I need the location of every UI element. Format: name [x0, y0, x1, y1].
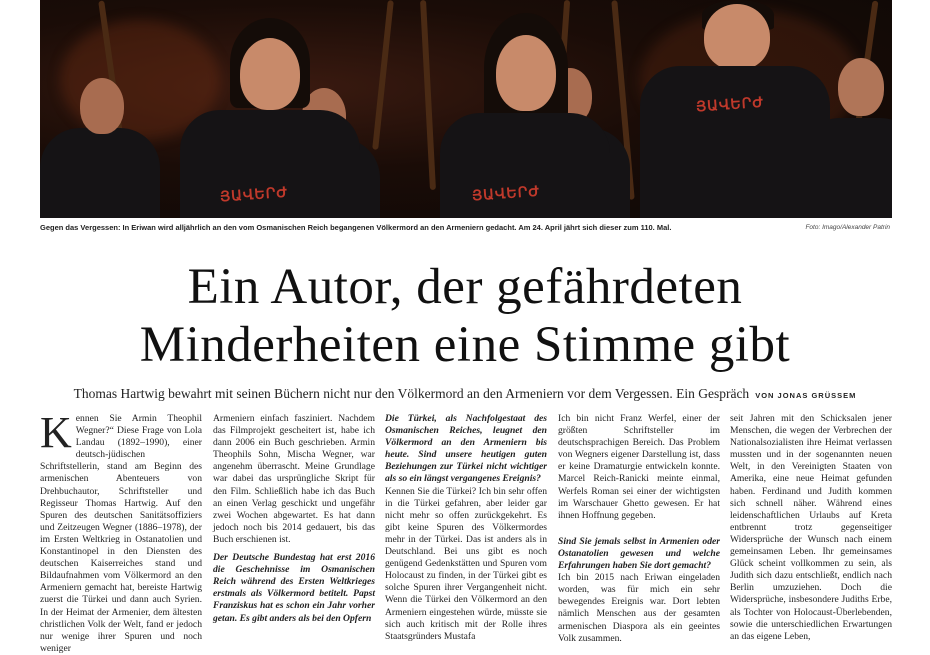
interview-question: Sind Sie jemals selbst in Armenien oder Ostanatolien gewesen und welche Erfahrungen haben Sie dort gemacht?: [558, 535, 720, 572]
interview-question: Die Türkei, als Nachfolgestaat des Osmanischen Reiches, leugnet den Völkermord an den Armeniern bis heute. Sind unsere heutigen guten Beziehungen zur Türkei nicht wichtiger als so ein längst vergangenes Ereignis?: [385, 413, 547, 485]
shirt-logo: ՅԱՎԵՐԺ: [471, 182, 541, 204]
person-foreground: [440, 13, 610, 218]
person-background: [40, 78, 160, 218]
paragraph: Ich bin nicht Franz Werfel, einer der größten Schriftsteller im deutschsprachigen Bereich. Das Problem von Wegners eigener Darstellung ist, dass er keine Dramaturgie entwickeln konnte. Marcel Reich-Ranicki meinte einmal, Werfels Roman sei einer der wichtigsten im Warschauer Ghetto gewesen. Er hat ihnen Hoffnung gegeben.: [558, 413, 720, 521]
hero-photo: [40, 0, 892, 218]
photo-caption: Gegen das Vergessen: In Eriwan wird alljährlich an den vom Osmanischen Reich begangenen Völkermord an den Armeniern gedacht. Am 24. April jährt sich dieser zum 110. Mal.: [40, 223, 672, 232]
headline-line-1: Ein Autor, der gefährdeten: [187, 259, 743, 315]
person-foreground: [180, 18, 360, 218]
person-foreground: [640, 0, 830, 218]
headline: [0, 258, 930, 374]
paragraph: Armeniern einfach fasziniert. Nachdem das Filmprojekt gescheitert ist, habe ich dann 2006 ein Buch geschrieben. Armin Theophils Sohn, Mischa Wegner, war angenehm überrascht. Meine Grundlage war dabei das ursprüngliche Skript für den Film. Schließlich habe ich das Buch an einen Verlag geschickt und ungefähr zwei Wochen abgewartet. Es hat dann jedoch noch bis 2014 gedauert, bis das Buch erschienen ist.: [213, 413, 375, 545]
paragraph: Kennen Sie die Türkei? Ich bin sehr offen in die Türkei gefahren, aber leider gar nicht mehr so offen zurückgekehrt. Es gibt keine Spuren des Völkermordes mehr in der Türkei. Das ist anders als in Deutschland. Bei uns gibt es noch genügend Gedenkstätten und Spuren vom Holocaust zu finden, in der Türkei gibt es solche Spuren ihrer Vergangenheit nicht. Wenn die Türkei den Völkermord an den Armeniern eingestehen würde, müsste sie sich auch kritisch mit der Rolle ihres Staatsgründers Mustafa: [385, 485, 547, 642]
interview-question: Der Deutsche Bundestag hat erst 2016 die Geschehnisse im Osmanischen Reich während des Ersten Weltkrieges erstmals als Völkermord betitelt. Papst Franziskus hat es schon ein Jahr vorher getan. Es gibt anders als bei den Opfern: [213, 552, 375, 624]
photo-credit: Foto: Imago/Alexander Patrin: [805, 224, 890, 231]
headline-line-2: Minderheiten eine Stimme gibt: [139, 317, 791, 373]
torch: [420, 0, 436, 190]
subheadline-text: Thomas Hartwig bewahrt mit seinen Büchern nicht nur den Völkermord an den Armeniern vor dem Vergessen. Ein Gespräch: [73, 386, 750, 401]
article-column-5: [730, 413, 892, 643]
byline: VON JONAS GRÜSSEM: [755, 391, 857, 400]
article-column-1: [40, 408, 202, 655]
shirt-logo: ՅԱՎԵՐԺ: [695, 93, 765, 115]
subheadline: [0, 386, 930, 402]
paragraph: seit Jahren mit den Schicksalen jener Menschen, die wegen der Verbrechen der Nationalsozialisten ihre Heimat verlassen mussten und in der sogenannten neuen Welt, in den Vereinigten Staaten von Amerika, eine neue Heimat gefunden haben. Ferdinand und Judith kommen sich schnell näher. Während eines leidenschaftlichen Urlaubs auf Kreta entbrennt trotz gegenseitiger Widersprüche der Wunsch nach einem gemeinsamen Leben. Ihr gemeinsames Glück scheint vollkommen zu sein, als Judith sich dazu entschließt, endlich nach Berlin umzuziehen. Doch die Widersprüche, insbesondere Judiths Erbe, als Tochter von Holocaust-Überlebenden, sowie die unterschiedlichen Erwartungen an das eigene Leben,: [730, 413, 892, 642]
shirt-logo: ՅԱՎԵՐԺ: [219, 183, 289, 205]
article-column-3: [385, 413, 547, 643]
article-column-4: [558, 413, 720, 645]
paragraph: ennen Sie Armin Theophil Wegner?“ Diese Frage von Lola Landau (1892–1990), einer deutsch-jüdischen Schriftstellerin, stand am Beginn des armenischen Abenteuers von Drehbuchautor, Schriftsteller und Regisseur Thomas Hartwig. Auf den Spuren des deutschen Sanitätsoffiziers und Zeitzeugen Wegner (1886–1978), der im Ersten Weltkrieg in Ostanatolien und Konstantinopel in den Diensten des deutschen Kaiserreiches stand und Bildaufnahmen vom Völkermord an den Armeniern gemacht hat, bereiste Hartwig zuerst die Türkei und dann auch Syrien. In der Heimat der Armenier, dem ältesten christlichen Volk der Welt, fand er jedoch nur wenige ihrer Spuren und noch weniger: [40, 413, 202, 654]
paragraph: Ich bin 2015 nach Eriwan eingeladen worden, was für mich ein sehr bewegendes Ereignis war. Dort lebten nämlich Menschen aus der gesamten armenischen Diaspora als ein geeintes Volk zusammen.: [558, 572, 720, 644]
article-column-2: [213, 413, 375, 625]
drop-cap: K: [40, 408, 72, 457]
